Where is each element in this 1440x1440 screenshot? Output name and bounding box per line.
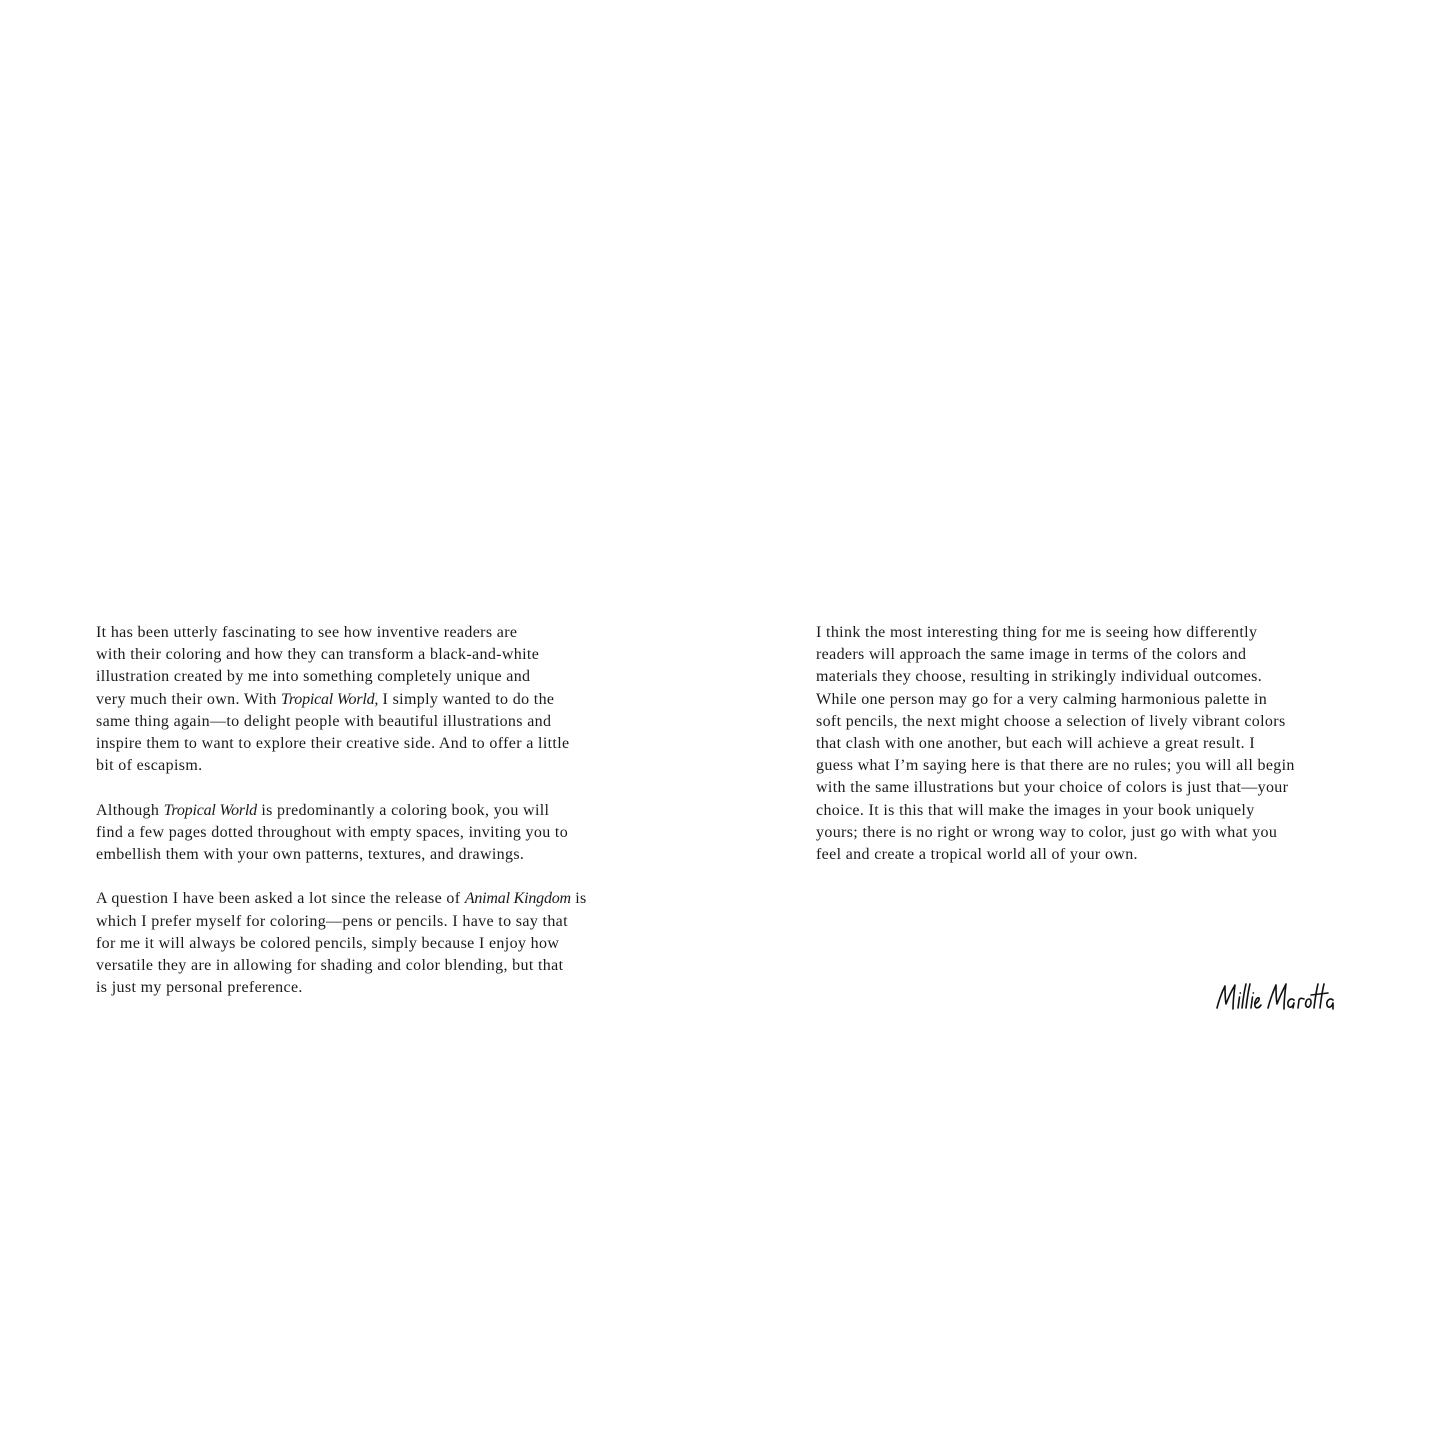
text-line <box>816 666 1361 688</box>
text-segment: materials they choose, resulting in strikingly individual outcomes. <box>816 668 1263 686</box>
text-segment: Although <box>96 801 164 819</box>
text-segment: illustration created by me into something completely unique and <box>96 668 531 686</box>
text-line <box>96 689 641 711</box>
text-segment: with the same illustrations but your choice of colors is just that—your <box>816 779 1289 797</box>
text-line <box>816 844 1361 866</box>
text-segment: While one person may go for a very calming harmonious palette in <box>816 690 1268 708</box>
text-segment: find a few pages dotted throughout with empty spaces, inviting you to <box>96 823 569 841</box>
text-line <box>96 822 641 844</box>
text-segment: choice. It is this that will make the images in your book uniquely <box>816 801 1255 819</box>
text-segment: readers will approach the same image in terms of the colors and <box>816 646 1247 664</box>
paragraph <box>96 622 641 777</box>
book-title: Animal Kingdom <box>464 890 571 908</box>
text-line <box>96 711 641 733</box>
text-line <box>96 888 641 910</box>
text-line <box>816 733 1361 755</box>
text-line <box>96 933 641 955</box>
text-line <box>816 822 1361 844</box>
author-signature <box>1214 978 1338 1018</box>
text-segment: I simply wanted to do the <box>378 690 555 708</box>
text-segment: versatile they are in allowing for shading and color blending, but that <box>96 957 564 975</box>
text-line <box>96 733 641 755</box>
text-segment: feel and create a tropical world all of your own. <box>816 846 1138 864</box>
text-line <box>96 666 641 688</box>
text-segment: which I prefer myself for coloring—pens or pencils. I have to say that <box>96 912 568 930</box>
text-segment: for me it will always be colored pencils, simply because I enjoy how <box>96 934 560 952</box>
text-line <box>96 977 641 999</box>
text-segment: with their coloring and how they can transform a black-and-white <box>96 646 540 664</box>
text-line <box>816 689 1361 711</box>
left-text-column <box>96 622 641 999</box>
text-line <box>816 755 1361 777</box>
text-segment: inspire them to want to explore their creative side. And to offer a little <box>96 735 570 753</box>
text-segment: yours; there is no right or wrong way to color, just go with what you <box>816 823 1278 841</box>
right-text-column <box>816 622 1361 866</box>
text-segment: is just my personal preference. <box>96 979 303 997</box>
book-title: Tropical World, <box>281 690 379 708</box>
text-line <box>96 800 641 822</box>
text-segment: I think the most interesting thing for me is seeing how differently <box>816 624 1258 641</box>
text-line <box>96 911 641 933</box>
text-line <box>816 711 1361 733</box>
text-segment: is predominantly a coloring book, you will <box>256 801 550 819</box>
text-segment: is <box>570 890 587 908</box>
text-line <box>96 622 641 644</box>
text-line <box>816 622 1361 644</box>
text-segment: that clash with one another, but each will achieve a great result. I <box>816 735 1255 753</box>
book-title: Tropical World <box>163 801 257 819</box>
text-segment: guess what I’m saying here is that there are no rules; you will all begin <box>816 757 1295 775</box>
paragraph <box>96 888 641 999</box>
paragraph <box>816 622 1361 866</box>
text-segment: soft pencils, the next might choose a selection of lively vibrant colors <box>816 712 1286 730</box>
text-line <box>816 644 1361 666</box>
text-line <box>96 755 641 777</box>
text-line <box>96 844 641 866</box>
text-line <box>816 777 1361 799</box>
text-segment: very much their own. With <box>96 690 282 708</box>
text-line <box>96 955 641 977</box>
paragraph <box>96 800 641 867</box>
text-line <box>96 644 641 666</box>
text-segment: It has been utterly fascinating to see how inventive readers are <box>96 624 518 641</box>
text-segment: bit of escapism. <box>96 757 203 775</box>
text-segment: same thing again—to delight people with beautiful illustrations and <box>96 712 552 730</box>
text-segment: A question I have been asked a lot since the release of <box>96 890 465 908</box>
text-segment: embellish them with your own patterns, textures, and drawings. <box>96 846 525 864</box>
text-line <box>816 800 1361 822</box>
